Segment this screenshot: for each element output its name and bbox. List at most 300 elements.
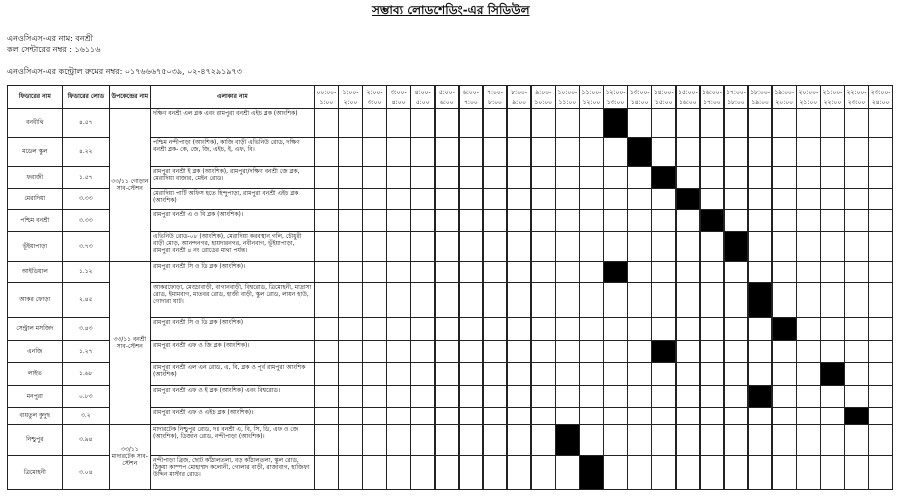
schedule-slot [579,340,604,363]
schedule-slot [676,282,701,318]
schedule-slot [603,407,628,425]
header-time-slot [459,85,484,109]
schedule-slot [338,385,363,408]
loadshedding-slot-marked [651,340,676,363]
schedule-slot [410,407,435,425]
schedule-slot [579,188,604,210]
time-slot-from: ১০:০০- [557,89,578,96]
schedule-slot [338,424,363,456]
schedule-slot [314,108,339,138]
schedule-slot [555,340,580,363]
schedule-slot [314,317,339,341]
schedule-slot [820,137,845,167]
feeder-load: ২.৪৫ [62,282,110,318]
loadshedding-slot-marked [724,231,749,262]
time-slot-from: ৫:০০- [438,89,455,96]
schedule-slot [531,455,556,490]
schedule-slot [748,137,773,167]
schedule-slot [724,407,749,425]
feeder-load: ৩.২ [62,407,110,425]
area-name: নন্দীপাড়া ব্রিজ, ছোট কাঁঠালতলা, বড় কাঁঠালতলা, স্কুল রোড, ঠিকুয়া কাম্পপ মোহাম্মদ কলোনী, গোলার বাড়ী, রাজাবাগ, হাজিফা উদ্দিন মাস্টার রোড। [150,455,315,490]
schedule-slot [483,231,508,262]
schedule-slot [676,166,701,189]
schedule-slot [700,407,725,425]
schedule-slot [820,317,845,341]
schedule-slot [724,317,749,341]
schedule-slot [435,385,460,408]
schedule-slot [748,231,773,262]
schedule-slot [338,137,363,167]
schedule-slot [507,407,532,425]
schedule-slot [386,340,411,363]
feeder-load: ০.৮৩ [62,385,110,408]
feeder-load: ৩.৪৩ [62,317,110,341]
schedule-slot [362,385,387,408]
feeder-name: লাইভ [7,362,63,386]
schedule-slot [651,282,676,318]
schedule-slot [676,137,701,167]
schedule-slot [483,385,508,408]
schedule-slot [459,166,484,189]
schedule-slot [507,340,532,363]
schedule-slot [410,188,435,210]
schedule-slot [603,362,628,386]
feeder-load: ১.১২ [62,261,110,283]
schedule-slot [603,231,628,262]
schedule-slot [386,137,411,167]
schedule-slot [700,424,725,456]
schedule-slot [459,362,484,386]
schedule-slot [531,407,556,425]
time-slot-from: ১:০০- [342,89,359,96]
header-time-slot [362,85,387,109]
page-title: সম্ভাব্য লোডশেডিং-এর সিডিউল [372,3,530,17]
schedule-slot [676,231,701,262]
schedule-slot [362,455,387,490]
feeder-load: ৪.৫৭ [62,108,110,138]
schedule-slot [772,362,797,386]
schedule-slot [314,231,339,262]
schedule-slot [459,317,484,341]
header-time-slot [820,85,845,109]
schedule-slot [386,407,411,425]
schedule-slot [651,424,676,456]
schedule-slot [314,188,339,210]
area-name: রামপুরা বনশ্রী এফ ও জি ব্লক (আংশিক)। [150,340,315,363]
nesco-name: এনওসিএস-এর নাম: বনশ্রী [7,34,93,43]
time-slot-from: ১২:০০- [605,89,626,96]
header-time-slot [531,85,556,109]
time-slot-from: ৭:০০- [487,89,503,96]
feeder-name: বনবীথি [7,108,63,138]
time-slot-from: ১৮:০০- [750,89,771,96]
schedule-slot [386,424,411,456]
schedule-slot [627,166,652,189]
schedule-slot [579,137,604,167]
schedule-slot [820,455,845,490]
schedule-slot [386,188,411,210]
header-time-slot [483,85,508,109]
feeder-name: নিশ্চুপুর [7,424,63,456]
schedule-slot [410,385,435,408]
schedule-slot [700,385,725,408]
call-center-number: কল সেন্টারের নম্বর : ১৬১১৬ [7,45,101,54]
header-area: এলাকার নাম [150,85,315,109]
schedule-slot [676,108,701,138]
schedule-slot [796,317,821,341]
schedule-slot [338,108,363,138]
schedule-slot [507,137,532,167]
schedule-slot [410,282,435,318]
header-time-slot [651,85,676,109]
schedule-slot [820,231,845,262]
time-slot-from: ১৯:০০- [774,89,795,96]
feeder-load: ৩.৩৩ [62,188,110,210]
header-load: ফিডারের লোড [62,85,110,109]
schedule-slot [555,407,580,425]
feeder-load: ৪.২২ [62,137,110,167]
schedule-slot [700,137,725,167]
schedule-slot [362,166,387,189]
time-slot-to: ১৮:০০ [727,99,745,106]
header-time-slot [772,85,797,109]
schedule-slot [410,231,435,262]
time-slot-from: ২:০০- [366,89,383,96]
schedule-slot [579,261,604,283]
schedule-slot [507,317,532,341]
schedule-slot [651,188,676,210]
loadshedding-slot-marked [627,137,652,167]
schedule-slot [796,108,821,138]
feeder-name: ভূঁইয়াপাড়া [7,231,63,262]
schedule-slot [868,317,893,341]
schedule-slot [459,261,484,283]
header-time-slot [507,85,532,109]
feeder-name: ত্রিমোহনী [7,455,63,490]
time-slot-from: ১৬:০০- [702,89,722,96]
schedule-slot [868,137,893,167]
schedule-slot [796,455,821,490]
schedule-slot [362,282,387,318]
loadshedding-slot-marked [748,282,773,318]
schedule-slot [507,231,532,262]
time-slot-to: ৬:০০ [439,99,454,106]
schedule-slot [724,209,749,232]
schedule-slot [868,166,893,189]
schedule-slot [651,261,676,283]
schedule-slot [531,231,556,262]
schedule-slot [314,362,339,386]
time-slot-to: ২১:০০ [799,99,818,106]
schedule-slot [555,108,580,138]
schedule-slot [868,282,893,318]
schedule-slot [410,108,435,138]
schedule-slot [651,385,676,408]
loadshedding-slot-marked [603,261,628,283]
schedule-slot [338,340,363,363]
schedule-slot [338,407,363,425]
feeder-name: মেরাদিয়া [7,188,63,210]
schedule-slot [459,282,484,318]
schedule-slot [796,261,821,283]
feeder-name: আকর ফোড়া [7,282,63,318]
schedule-slot [338,166,363,189]
schedule-slot [555,231,580,262]
schedule-slot [507,261,532,283]
schedule-slot [435,137,460,167]
schedule-slot [579,209,604,232]
schedule-slot [531,261,556,283]
schedule-slot [507,209,532,232]
substation-name: ৩৩/১১ বনশ্রী সাব-স্টেশন [109,261,151,425]
schedule-slot [724,455,749,490]
time-slot-to: ২:০০ [343,99,358,106]
schedule-slot [435,188,460,210]
time-slot-to: ১৭:০০ [703,99,721,106]
schedule-slot [676,407,701,425]
schedule-slot [314,282,339,318]
time-slot-from: ৪:০০- [414,89,431,96]
feeder-name: বায়তুল কুদুছ [7,407,63,425]
time-slot-to: ৪:০০ [391,99,406,106]
schedule-slot [603,455,628,490]
schedule-slot [748,362,773,386]
schedule-slot [362,108,387,138]
schedule-slot [772,231,797,262]
header-time-slot [844,85,869,109]
schedule-slot [531,137,556,167]
schedule-slot [700,340,725,363]
schedule-slot [796,231,821,262]
schedule-slot [435,424,460,456]
time-slot-from: ২০:০০- [798,89,819,96]
area-name: মাদারটেক নিশ্চুপুর রোড, দঃ বনশ্রী এ, বি, সি, ডি, এফ ও জে (আংশিক), ডিজান রোড, নন্দীপাড়া (আংশিক)। [150,424,315,456]
loadshedding-slot-marked [579,455,604,490]
schedule-slot [700,188,725,210]
schedule-slot [796,407,821,425]
schedule-slot [435,108,460,138]
schedule-slot [700,282,725,318]
header-time-slot [724,85,749,109]
schedule-slot [820,282,845,318]
schedule-slot [627,362,652,386]
substation-name: ৩৩/১১ মাদারটেক সাব-স্টেশন [109,424,151,490]
schedule-slot [868,188,893,210]
feeder-load: ১.৬৮ [62,362,110,386]
time-slot-from: ৬:০০- [462,89,479,96]
area-name: রামপুরা বনশ্রী ই ব্লক (আংশিক), রামপুরা/দক্ষিণ বনশ্রী জে ব্লক, মেরাদিয়া বাজার, মেইন রোড। [150,166,315,189]
header-time-slot [603,85,628,109]
schedule-slot [796,137,821,167]
header-time-slot [868,85,893,109]
schedule-slot [772,282,797,318]
schedule-slot [844,282,869,318]
time-slot-to: ২৩:০০ [847,99,866,106]
feeder-name: এনজি [7,340,63,363]
schedule-slot [868,340,893,363]
schedule-slot [507,455,532,490]
schedule-slot [820,166,845,189]
schedule-slot [362,362,387,386]
header-time-slot [676,85,701,109]
schedule-slot [531,317,556,341]
schedule-slot [796,166,821,189]
schedule-slot [627,424,652,456]
schedule-slot [531,108,556,138]
schedule-slot [844,424,869,456]
schedule-slot [507,108,532,138]
schedule-slot [676,362,701,386]
schedule-slot [531,385,556,408]
schedule-slot [796,362,821,386]
schedule-slot [386,209,411,232]
time-slot-from: ১৪:০০- [653,89,674,96]
schedule-slot [603,188,628,210]
schedule-slot [386,362,411,386]
schedule-slot [748,188,773,210]
schedule-slot [627,209,652,232]
schedule-slot [700,231,725,262]
schedule-slot [772,209,797,232]
schedule-slot [724,137,749,167]
schedule-slot [724,340,749,363]
schedule-slot [748,261,773,283]
schedule-slot [362,188,387,210]
schedule-slot [844,137,869,167]
time-slot-from: ১৭:০০- [726,89,746,96]
schedule-slot [676,261,701,283]
schedule-slot [772,455,797,490]
schedule-slot [314,424,339,456]
schedule-slot [796,385,821,408]
schedule-slot [483,455,508,490]
time-slot-from: ১১:০০- [581,89,602,96]
time-slot-to: ৭:০০ [464,99,478,106]
schedule-slot [844,231,869,262]
schedule-slot [435,282,460,318]
schedule-slot [483,407,508,425]
schedule-slot [820,385,845,408]
feeder-name: আইডিয়াল [7,261,63,283]
schedule-slot [676,340,701,363]
schedule-slot [579,407,604,425]
time-slot-from: ৮:০০- [511,89,528,96]
time-slot-to: ১:০০ [319,99,334,106]
schedule-slot [724,385,749,408]
schedule-slot [459,188,484,210]
time-slot-to: ২৪:০০ [871,99,890,106]
schedule-slot [700,455,725,490]
schedule-slot [603,385,628,408]
schedule-slot [772,261,797,283]
schedule-slot [459,407,484,425]
schedule-slot [579,424,604,456]
schedule-slot [796,188,821,210]
loadshedding-slot-marked [555,424,580,456]
schedule-slot [579,231,604,262]
schedule-slot [555,137,580,167]
header-time-slot [579,85,604,109]
schedule-slot [483,137,508,167]
time-slot-from: ০০:০০- [316,89,337,96]
time-slot-to: ১৫:০০ [654,99,673,106]
schedule-slot [724,188,749,210]
schedule-slot [748,108,773,138]
schedule-slot [603,137,628,167]
schedule-slot [507,424,532,456]
time-slot-to: ৮:০০ [488,99,502,106]
schedule-slot [603,282,628,318]
schedule-slot [386,261,411,283]
time-slot-to: ২২:০০ [823,99,842,106]
feeder-name: ফরাজী [7,166,63,189]
loadshedding-slot-marked [676,188,701,210]
loadshedding-slot-marked [772,317,797,341]
schedule-slot [724,282,749,318]
loadshedding-slot-marked [844,407,869,425]
schedule-slot [338,282,363,318]
schedule-slot [868,407,893,425]
schedule-slot [820,108,845,138]
time-slot-from: ১৫:০০- [677,89,698,96]
header-time-slot [338,85,363,109]
schedule-slot [314,407,339,425]
schedule-slot [555,385,580,408]
schedule-slot [362,317,387,341]
schedule-slot [338,188,363,210]
schedule-slot [796,340,821,363]
schedule-slot [627,317,652,341]
schedule-slot [579,362,604,386]
schedule-slot [483,261,508,283]
header-time-slot [555,85,580,109]
time-slot-to: ১৩:০০ [606,99,625,106]
schedule-slot [386,108,411,138]
schedule-slot [796,209,821,232]
schedule-slot [314,261,339,283]
schedule-slot [410,362,435,386]
schedule-slot [435,166,460,189]
schedule-slot [555,362,580,386]
feeder-load: ১.৫৭ [62,166,110,189]
feeder-name: মডেল স্কুল [7,137,63,167]
schedule-slot [651,108,676,138]
schedule-slot [603,166,628,189]
schedule-slot [651,455,676,490]
schedule-slot [386,231,411,262]
schedule-slot [748,424,773,456]
schedule-slot [724,108,749,138]
schedule-slot [844,362,869,386]
header-time-slot [748,85,773,109]
schedule-slot [868,108,893,138]
schedule-slot [459,455,484,490]
schedule-slot [555,188,580,210]
schedule-slot [555,166,580,189]
schedule-slot [314,166,339,189]
schedule-slot [314,385,339,408]
schedule-slot [579,317,604,341]
schedule-slot [820,340,845,363]
area-name: পশ্চিম নন্দীপাড়া (আংশিক), কাজি বাড়ী এভিনিউ রোড, দক্ষিণ বনশ্রী ব্লক- কে, জে, জি, এইচ, ই, এফ, বি। [150,137,315,167]
time-slot-to: ৫:০০ [415,99,430,106]
area-name: দক্ষিণ বনশ্রী এল ব্লক এবং রামপুরা বনশ্রী এইচ ব্লক (আংশিক) [150,108,315,138]
schedule-slot [435,407,460,425]
time-slot-from: ৩:০০- [390,89,407,96]
schedule-slot [868,424,893,456]
schedule-slot [410,424,435,456]
schedule-slot [676,424,701,456]
